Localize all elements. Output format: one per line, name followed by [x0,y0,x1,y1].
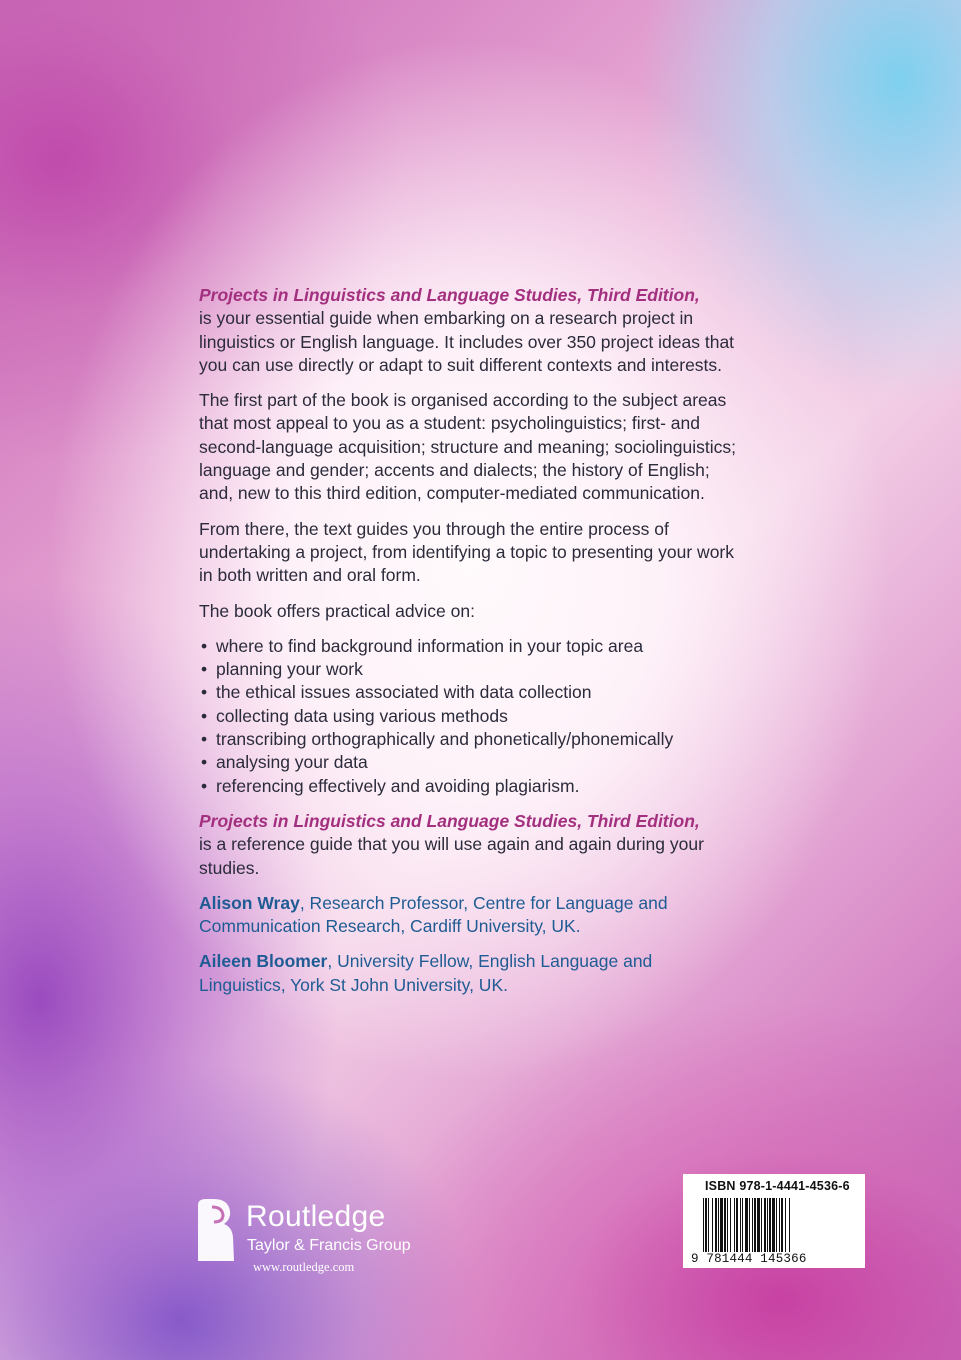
list-item: • transcribing orthographically and phonetically/phonemically [199,728,739,751]
barcode-bar [757,1198,760,1252]
barcode-bar [705,1198,707,1252]
barcode-bar [730,1198,731,1252]
barcode-bar [754,1198,756,1252]
barcode-bar [764,1198,766,1252]
barcode-bar [752,1198,753,1252]
barcode-bar [761,1198,762,1252]
barcode-bar [736,1198,738,1252]
advice-list [199,635,739,798]
book-title-intro: Projects in Linguistics and Language Studies, Third Edition, [199,285,700,305]
author-bio: , Research Professor, Centre for Language and Communication Research, Cardiff University, UK. [199,892,668,937]
list-item: • planning your work [199,658,739,681]
list-item: • the ethical issues associated with data collection [199,681,739,704]
barcode-bar [769,1198,771,1252]
barcode-bar [724,1198,726,1252]
barcode-digits: 9 781444 145366 [691,1252,807,1266]
bullet-icon: • [201,752,208,773]
barcode-bar [708,1198,709,1252]
barcode-bar [785,1198,786,1252]
barcode-bar [720,1198,723,1252]
book-title-closing: Projects in Linguistics and Language Studies, Third Edition, [199,810,700,831]
barcode-bars-icon [703,1198,849,1252]
list-item: • analysing your data [199,751,739,774]
barcode-bar [767,1198,768,1252]
list-item: • referencing effectively and avoiding plagiarism. [199,775,739,798]
barcode-bar [742,1198,743,1252]
author-bio: , University Fellow, English Language and Linguistics, York St John University, UK. [199,951,653,995]
barcode-bar [781,1198,783,1252]
bullet-icon: • [201,775,208,796]
bullet-icon: • [201,705,208,726]
intro-text: is your essential guide when embarking on a research project in linguistics or English language. It includes over 350 project ideas that you can use directly or adapt to suit different contexts and interests. [199,308,735,375]
advice-heading: The book offers practical advice on: [199,600,475,621]
author-alison-wray [199,892,739,939]
closing-paragraph [199,810,739,880]
barcode-bar [740,1198,741,1252]
bullet-icon: • [201,682,208,703]
list-item: • where to find background information in your topic area [199,635,739,658]
publisher-group: Taylor & Francis Group [247,1237,411,1254]
barcode-bar [776,1198,777,1252]
barcode-bar [712,1198,713,1252]
bullet-icon: • [201,729,208,750]
subject-areas-paragraph: The first part of the book is organised according to the subject areas that most appeal to you as a student: psycholinguistics; first- and second-language acquisition; structure and meaning; sociolinguistics; language and gender; accents and dialects; the history of English; and, new to this third edition, computer-mediated communication. [199,390,736,504]
isbn-label: ISBN 978-1-4441-4536-6 [705,1179,850,1193]
author-name: Alison Wray [199,892,300,913]
publisher-url: www.routledge.com [253,1260,355,1274]
author-name: Aileen Bloomer [199,951,328,972]
barcode-bar [703,1198,704,1252]
back-cover-text [199,284,739,1009]
barcode-bar [745,1198,748,1252]
barcode-bar [718,1198,719,1252]
author-aileen-bloomer [199,950,739,997]
barcode-bar [715,1198,717,1252]
isbn-barcode [683,1174,865,1268]
list-item: • collecting data using various methods [199,705,739,728]
bullet-icon: • [201,635,208,656]
barcode-bar [789,1198,790,1252]
barcode-bar [772,1198,775,1252]
barcode-bar [749,1198,750,1252]
barcode-bar [734,1198,735,1252]
publisher-logo [196,1197,456,1277]
closing-text: is a reference guide that you will use again and again during your studies. [199,834,704,878]
publisher-name: Routledge [246,1200,386,1233]
barcode-bar [727,1198,728,1252]
process-paragraph: From there, the text guides you through the entire process of undertaking a project, from identifying a topic to presenting your work in both written and oral form. [199,518,735,586]
routledge-logo-icon [196,1197,236,1263]
bullet-icon: • [201,659,208,680]
barcode-bar [779,1198,780,1252]
intro-paragraph [199,284,739,377]
